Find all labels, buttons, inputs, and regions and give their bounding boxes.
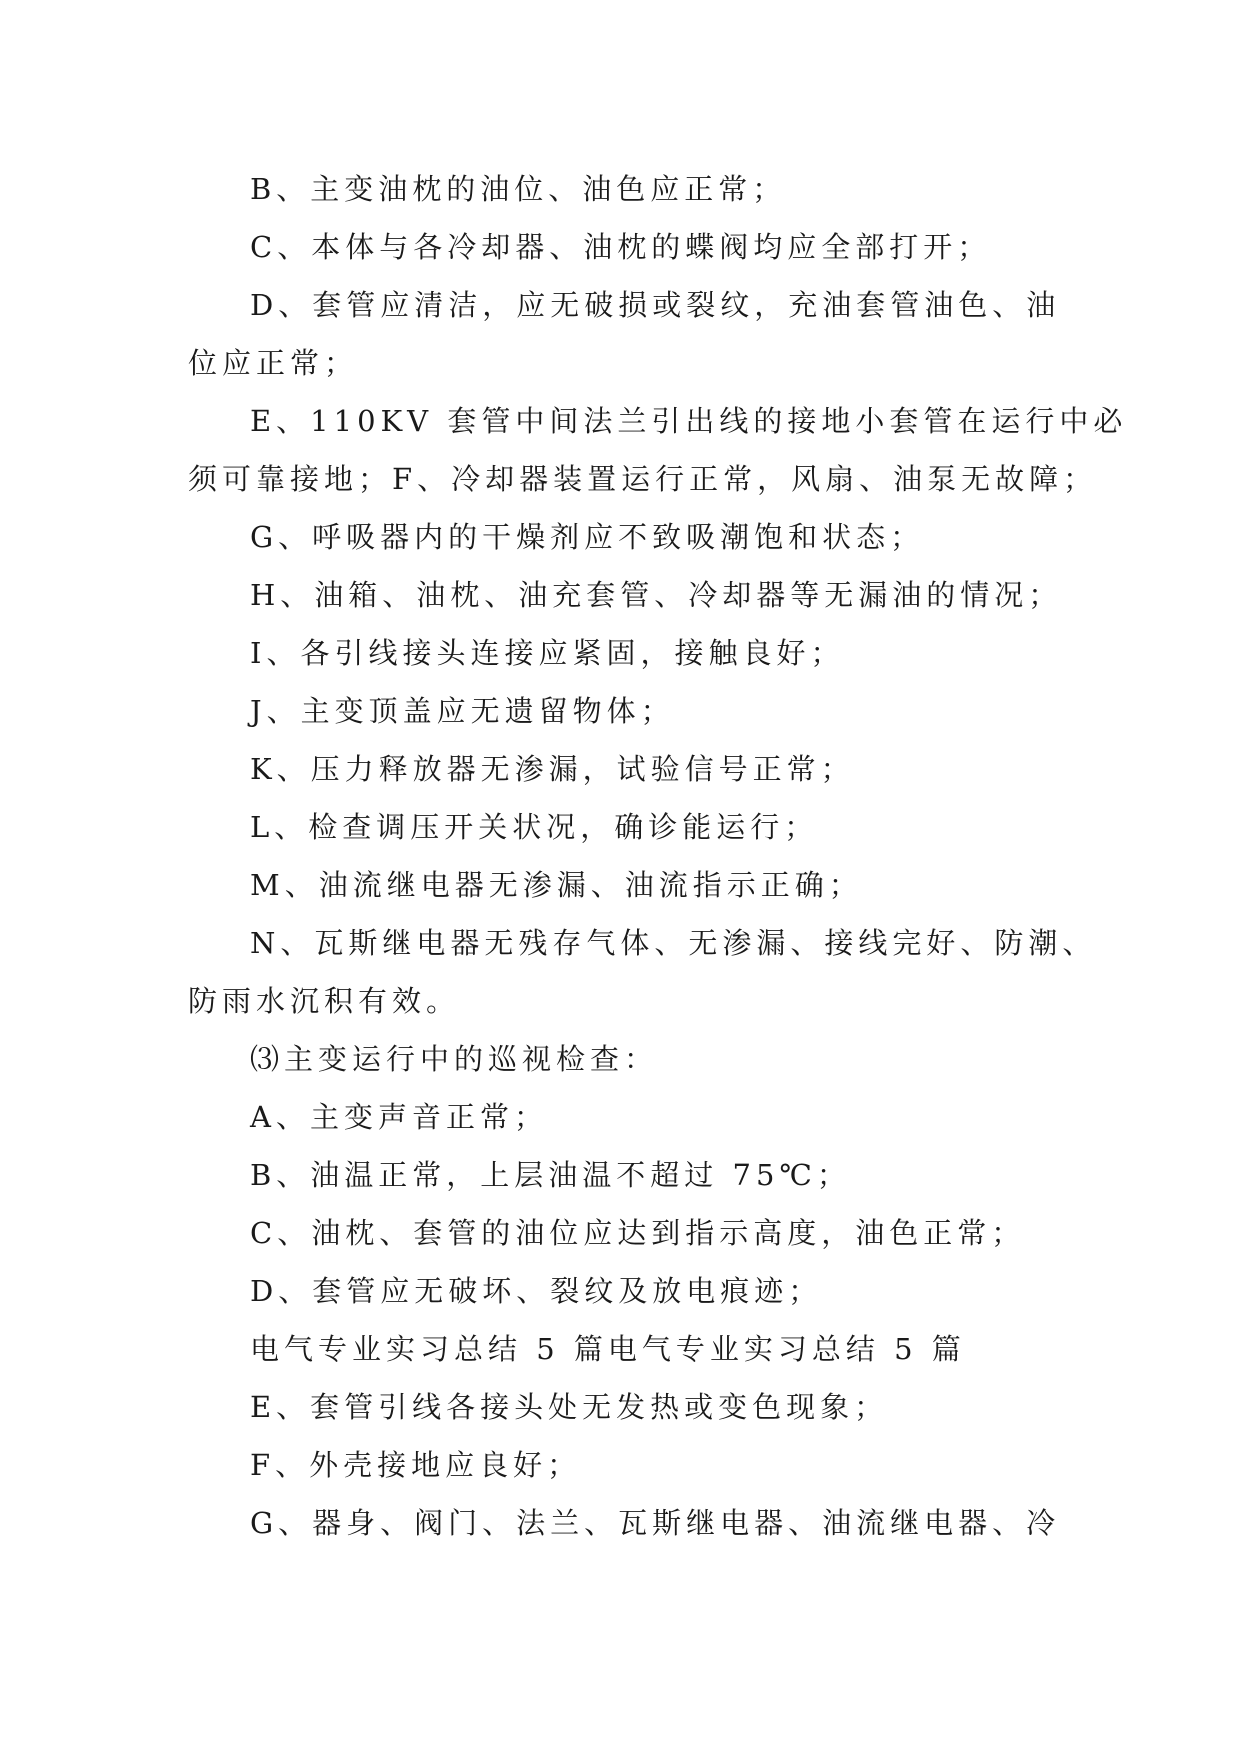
text-line: H、油箱、油枕、油充套管、冷却器等无漏油的情况； [250, 578, 1063, 612]
text-line: E、套管引线各接头处无发热或变色现象； [250, 1390, 889, 1424]
text-line: K、压力释放器无渗漏，试验信号正常； [250, 752, 855, 786]
text-line: B、油温正常，上层油温不超过 75℃； [250, 1158, 851, 1192]
text-line: G、器身、阀门、法兰、瓦斯继电器、油流继电器、冷 [250, 1506, 1061, 1540]
text-line: F、外壳接地应良好； [250, 1448, 582, 1482]
text-line: B、主变油枕的油位、油色应正常； [250, 172, 787, 206]
text-line: 位应正常； [188, 346, 359, 380]
text-line: D、套管应无破坏、裂纹及放电痕迹； [250, 1274, 823, 1308]
text-line: J、主变顶盖应无遗留物体； [250, 694, 675, 728]
text-line: C、油枕、套管的油位应达到指示高度，油色正常； [250, 1216, 1026, 1250]
text-line: A、主变声音正常； [250, 1100, 548, 1134]
text-line: C、本体与各冷却器、油枕的蝶阀均应全部打开； [250, 230, 992, 264]
text-line: E、110KV 套管中间法兰引出线的接地小套管在运行中必 [250, 404, 1128, 438]
text-line: M、油流继电器无渗漏、油流指示正确； [250, 868, 863, 902]
text-line: N、瓦斯继电器无残存气体、无渗漏、接线完好、防潮、 [250, 926, 1097, 960]
text-line: ⑶主变运行中的巡视检查： [250, 1042, 659, 1076]
text-line: 电气专业实习总结 5 篇电气专业实习总结 5 篇 [250, 1332, 966, 1366]
document-body [188, 160, 1128, 1552]
text-line: 须可靠接地；F、冷却器装置运行正常，风扇、油泵无故障； [188, 462, 1098, 496]
text-line: L、检查调压开关状况，确诊能运行； [250, 810, 819, 844]
text-line: G、呼吸器内的干燥剂应不致吸潮饱和状态； [250, 520, 925, 554]
text-line: I、各引线接头连接应紧固，接触良好； [250, 636, 845, 670]
text-line: D、套管应清洁，应无破损或裂纹，充油套管油色、油 [250, 288, 1061, 322]
text-line: 防雨水沉积有效。 [188, 984, 461, 1018]
